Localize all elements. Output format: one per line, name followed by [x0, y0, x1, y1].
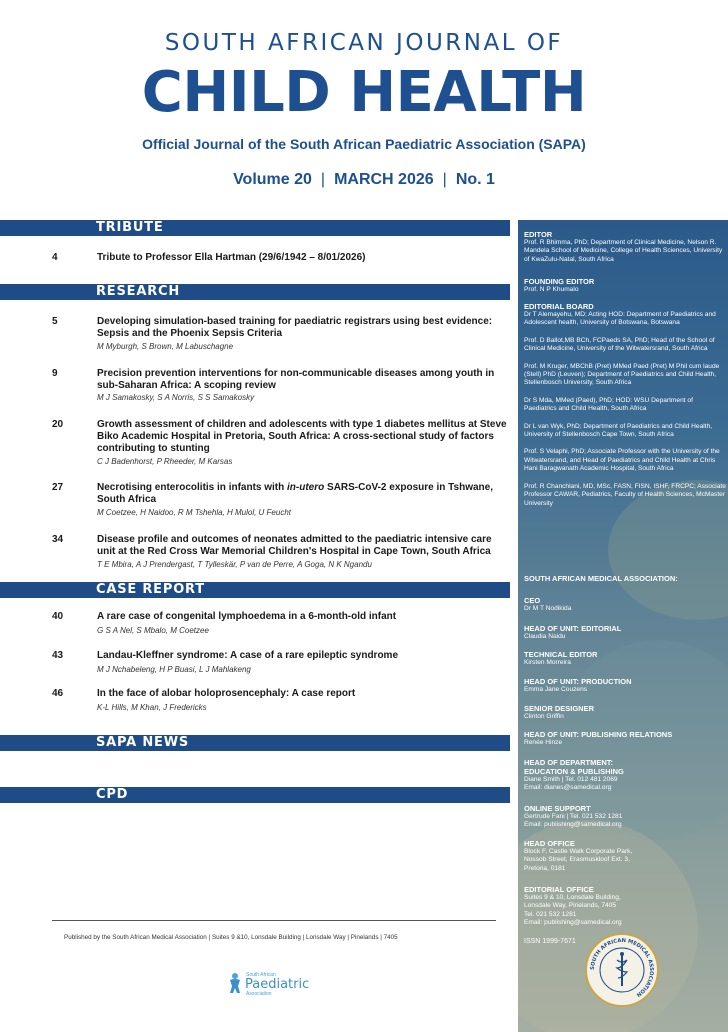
logo-text-main: Paediatric — [245, 977, 310, 992]
sidebar-email[interactable]: Email: dianes@samedical.org — [524, 784, 612, 792]
article-title — [97, 482, 507, 506]
issue-number: No. 1 — [455, 171, 495, 188]
article-title-italic: in-utero — [287, 482, 325, 493]
article-authors: G S A Nel, S Mbalo, M Coetzee — [97, 626, 209, 635]
sidebar-text: Pretoria, 0181 — [524, 864, 566, 872]
sidebar-heading: EDITORIAL BOARD — [524, 302, 594, 311]
article-authors: T E Mbira, A J Prendergast, T Tylleskär, P van de Perre, A Goga, N K Ngandu — [97, 560, 372, 569]
article-title: A rare case of congenital lymphoedema in a 6-month-old infant — [97, 611, 397, 622]
sidebar-heading: CEO — [524, 596, 541, 605]
head-office-block — [524, 839, 726, 873]
online-support-block — [524, 804, 726, 830]
issue-separator: | — [442, 171, 447, 188]
sidebar-text: Gertrude Fani | Tel. 021 532 1281 — [524, 813, 623, 820]
sama-seal-icon — [584, 932, 660, 1008]
editorial-office-block — [524, 885, 726, 928]
article-authors: M J Nchabeleng, H P Buasi, L J Mahlakeng — [97, 665, 251, 674]
sidebar-text: Claudia Naidu — [524, 633, 566, 640]
publisher-line: Published by the South African Medical Association | Suites 9 &10, Lonsdale Building | Lonsdale Way | Pinelands | 7405 — [64, 934, 398, 941]
sidebar-text: Emma Jane Couzens — [524, 686, 588, 693]
sidebar-text: Block F, Castle Walk Corporate Park, — [524, 848, 633, 855]
section-sapa-news — [0, 735, 510, 751]
article-authors: M J Samakosky, S A Norris, S S Samakosky — [97, 393, 255, 402]
page-number: 5 — [52, 316, 58, 327]
page-number: 27 — [52, 482, 64, 493]
sidebar-heading: SOUTH AFRICAN MEDICAL ASSOCIATION: — [524, 574, 678, 583]
sidebar-text: Kirsten Morreira — [524, 659, 571, 666]
section-title: RESEARCH — [96, 284, 181, 299]
page-number: 43 — [52, 650, 64, 661]
editorial-board-block — [524, 302, 726, 508]
board-member: Prof. M Kruger, MBChB (Pret) MMed Paed (Pret) M Phil cum laude (Stell) PhD (Leuven); Department of Paediatrics and Child Health, Stellenbosch University, South Africa — [524, 362, 720, 387]
page-number: 34 — [52, 534, 64, 545]
sidebar-heading: HEAD OF UNIT: PRODUCTION — [524, 677, 632, 686]
sidebar-heading: EDITOR — [524, 230, 553, 239]
section-title: CPD — [96, 787, 129, 802]
sidebar-heading: HEAD OF DEPARTMENT: EDUCATION & PUBLISHING — [524, 758, 624, 776]
section-title: SAPA NEWS — [96, 735, 190, 750]
article-title: Tribute to Professor Ella Hartman (29/6/1942 – 8/01/2026) — [97, 252, 366, 263]
editor-block — [524, 230, 726, 264]
page-number: 4 — [52, 252, 58, 263]
article-title: Developing simulation-based training for paediatric registrars using best evidence: Sepsis and the Phoenix Sepsis Criteria — [97, 316, 493, 339]
issue-info — [0, 171, 728, 189]
sama-heading-block — [524, 574, 726, 583]
article-title: Growth assessment of children and adolescents with type 1 diabetes mellitus at Steve Biko Academic Hospital in Pretoria, South Africa: A cross-sectional study of factors contributing to stunting — [97, 419, 507, 454]
issn-number: ISSN 1999-7671 — [524, 938, 576, 945]
founding-editor-block — [524, 277, 726, 294]
issue-separator: | — [320, 171, 326, 188]
sidebar-heading: HEAD OF UNIT: EDITORIAL — [524, 624, 622, 633]
sidebar-text: Suites 9 & 10, Lonsdale Building, — [524, 894, 621, 901]
sidebar-heading: FOUNDING EDITOR — [524, 277, 595, 286]
journal-title-main: CHILD HEALTH — [141, 60, 587, 125]
sidebar-text: Prof. N P Khumalo — [524, 286, 579, 293]
sidebar-text: Lonsdale Way, Pinelands, 7405 — [524, 902, 617, 910]
article-title: Precision prevention interventions for non-communicable diseases among youth in sub-Saharan Africa: A scoping review — [97, 368, 495, 391]
issue-date: MARCH 2026 — [334, 171, 434, 188]
article-title: In the face of alobar holoprosencephaly: A case report — [97, 688, 356, 699]
education-publishing-block — [524, 758, 726, 793]
journal-subtitle: Official Journal of the South African Paediatric Association (SAPA) — [142, 136, 586, 152]
page-number: 46 — [52, 688, 64, 699]
head-editorial-block — [524, 624, 726, 641]
sidebar-text: Tel. 021 532 1281 — [524, 910, 577, 918]
publishing-relations-block — [524, 730, 726, 747]
sapa-logo — [227, 970, 337, 998]
page-number: 40 — [52, 611, 64, 622]
sidebar-heading: HEAD OF UNIT: PUBLISHING RELATIONS — [524, 730, 673, 739]
sidebar-heading: EDITORIAL OFFICE — [524, 885, 594, 894]
head-production-block — [524, 677, 726, 694]
board-member: Prof. R Chanchlani, MD, MSc, FASN, FISN, ISHF, FRCPC; Associate Professor CAWAR, Pediatrics, Faculty of Health Sciences, McMaster University — [524, 482, 726, 507]
board-member: Dr T Alemayehu, MD; Acting HOD: Department of Paediatrics and Adolescent health, University of Botswana, Botswana — [524, 311, 716, 327]
technical-editor-block — [524, 650, 726, 667]
section-research — [0, 284, 510, 300]
section-cpd — [0, 787, 510, 803]
sidebar-email[interactable]: Email: publishing@samedical.org — [524, 919, 622, 927]
article-title: Landau-Kleffner syndrome: A case of a rare epileptic syndrome — [97, 650, 399, 661]
board-member: Prof. D Ballot,MB BCh, FCPaeds SA, PhD; Head of the School of Clinical Medicine, University of the Witwatersrand, South Africa — [524, 336, 715, 353]
board-member: Dr S Mda, MMed (Paed), PhD; HOD: WSU Department of Paediatrics and Child Health, South Africa — [524, 396, 693, 413]
page-number: 9 — [52, 368, 58, 379]
sidebar-text: Clinton Griffin — [524, 713, 564, 720]
article-authors: K-L Hills, M Khan, J Fredericks — [97, 703, 207, 712]
board-member: Dr L van Wyk, PhD; Department of Paediatrics and Child Health, University of Stellenbosch Cape Town, South Africa — [524, 422, 713, 439]
sidebar-text: Dr M T Nodikida — [524, 605, 572, 612]
logo-text-bottom: Association — [246, 991, 272, 997]
sidebar-text: Nossob Street, Erasmuskloof Ext. 3, — [524, 856, 630, 864]
article-authors: M Myburgh, S Brown, M Labuschagne — [97, 342, 234, 351]
article-title-part: Necrotising enterocolitis in infants with — [97, 482, 288, 493]
footer-divider — [52, 920, 496, 921]
volume: Volume 20 — [233, 171, 312, 188]
sidebar-heading: HEAD OFFICE — [524, 839, 575, 848]
sidebar-heading: TECHNICAL EDITOR — [524, 650, 598, 659]
sidebar-text: Prof. R Bhimma, PhD; Department of Clinical Medicine, Nelson R. Mandela School of Medicine, College of Health Sciences, University of KwaZulu-Natal, South Africa — [524, 239, 723, 263]
sidebar-email[interactable]: Email: publishing@samedical.org — [524, 821, 622, 829]
sidebar-heading: ONLINE SUPPORT — [524, 804, 591, 813]
senior-designer-block — [524, 704, 726, 721]
editorial-sidebar — [518, 220, 728, 1032]
sidebar-text: Diane Smith | Tel. 012 481 2069 — [524, 776, 618, 783]
section-title: TRIBUTE — [96, 220, 164, 235]
sidebar-text: Renée Hinze — [524, 739, 563, 746]
child-figure-icon — [227, 972, 243, 994]
journal-title-line1: SOUTH AFRICAN JOURNAL OF — [164, 30, 564, 56]
article-title: Disease profile and outcomes of neonates admitted to the paediatric intensive care unit at the Red Cross War Memorial Children's Hospital in Cape Town, South Africa — [97, 534, 492, 557]
article-authors: M Coetzee, H Naidoo, R M Tshehla, H Mulol, U Feucht — [97, 508, 292, 517]
seal-text: SOUTH AFRICAN MEDICAL ASSOCIATION — [589, 937, 655, 998]
article-title-part: SARS-CoV-2 exposure in Tshwane, South Africa — [97, 482, 493, 505]
ceo-block — [524, 596, 726, 613]
sidebar-heading: SENIOR DESIGNER — [524, 704, 595, 713]
logo-text-top: South African — [246, 972, 276, 978]
article-authors: C J Badenhorst, P Rheeder, M Karsas — [97, 457, 233, 466]
board-member: Prof. S Velaphi, PhD; Associate Professor with the University of the Witwatersrand, and Head of Paediatrics and Child Health at Chris Hani Baragwanath Academic Hospital, South Africa — [524, 448, 720, 473]
page-number: 20 — [52, 419, 64, 430]
section-tribute — [0, 220, 510, 236]
section-case-report — [0, 582, 510, 598]
section-title: CASE REPORT — [96, 582, 205, 597]
